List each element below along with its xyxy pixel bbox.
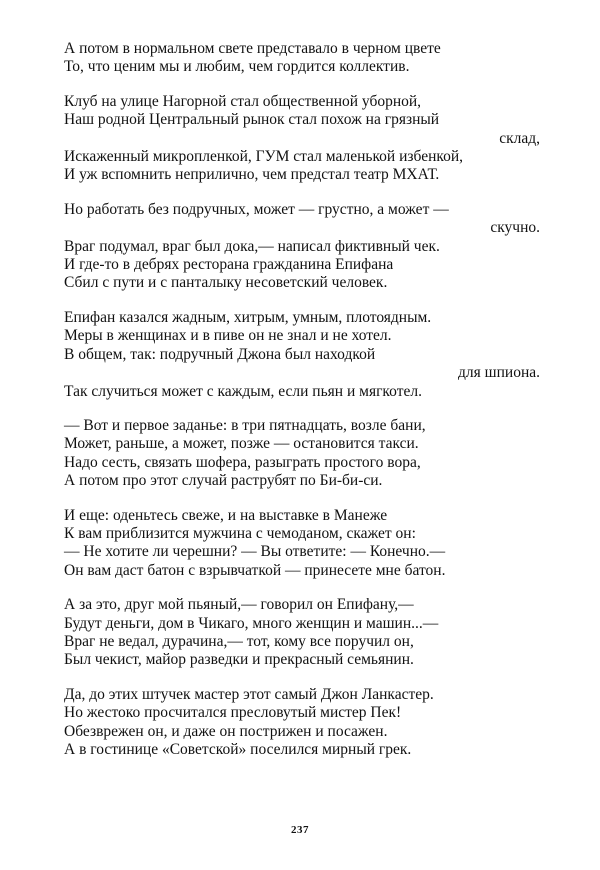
stanza [64,309,544,401]
poem-line: Да, до этих штучек мастер этот самый Джон Ланкастер. [64,685,434,703]
poem-line: Сбил с пути и с панталыку несоветский человек. [64,274,388,292]
poem-line: И уж вспомнить неприлично, чем предстал театр МХАТ. [64,166,440,184]
poem-line: Но работать без подручных, может — грустно, а может — [64,200,449,218]
poem-line: А потом про этот случай раструбят по Би-би-си. [64,472,383,490]
poem-line-continuation: склад, [499,129,540,147]
poem-line: А за это, друг мой пьяный,— говорил он Епифану,— [64,596,414,614]
poem-line: И где-то в дебрях ресторана гражданина Епифана [64,256,394,274]
poem-line: Враг не ведал, дурачина,— тот, кому все поручил он, [64,632,414,650]
poem-line: Но жестоко просчитался пресловутый мистер Пек! [64,704,402,722]
poem-line: Был чекист, майор разведки и прекрасный семьянин. [64,651,414,669]
stanza [64,93,544,185]
poem-line: Так случиться может с каждым, если пьян и мягкотел. [64,382,422,400]
poem-line: Он вам даст батон с взрывчаткой — принесете мне батон. [64,561,446,579]
poem-line: Епифан казался жадным, хитрым, умным, плотоядным. [64,308,432,326]
poem-line: К вам приблизится мужчина с чемоданом, скажет он: [64,524,416,542]
poem-line: В общем, так: подручный Джона был находкой [64,345,376,363]
poem-line: А потом в нормальном свете представало в черном цвете [64,40,441,57]
poem-line: Обезврежен он, и даже он пострижен и посажен. [64,722,388,740]
poem-line-continuation: скучно. [490,219,540,237]
stanza [64,40,544,77]
stanza [64,417,544,491]
poem-line: Искаженный микропленкой, ГУМ стал маленькой избенкой, [64,148,464,166]
stanza [64,507,544,581]
poem-line: — Не хотите ли черешни? — Вы ответите: — Конечно.— [64,543,446,561]
stanza [64,201,544,293]
poem-line: И еще: оденьтесь свеже, и на выставке в Манеже [64,506,388,524]
stanza [64,686,544,760]
page-number: 237 [291,824,309,836]
poem-line: А в гостинице «Советской» поселился мирный грек. [64,741,412,758]
poem-line: Клуб на улице Нагорной стал общественной уборной, [64,92,422,110]
poem-line: — Вот и первое заданье: в три пятнадцать, возле бани, [64,416,426,434]
poem-line: Наш родной Центральный рынок стал похож на грязный [64,111,440,129]
poem-line: То, что ценим мы и любим, чем гордится коллектив. [64,58,410,76]
poem-line-continuation: для шпиона. [458,364,540,382]
poem-line: Может, раньше, а может, позже — остановится такси. [64,435,419,453]
poem-line: Враг подумал, враг был дока,— написал фиктивный чек. [64,237,440,255]
poem-text [64,40,544,775]
stanza [64,596,544,670]
poem-line: Будут деньги, дом в Чикаго, много женщин и машин...— [64,614,439,632]
poem-line: Меры в женщинах и в пиве он не знал и не хотел. [64,327,392,345]
poem-line: Надо сесть, связать шофера, разыграть простого вора, [64,453,421,471]
